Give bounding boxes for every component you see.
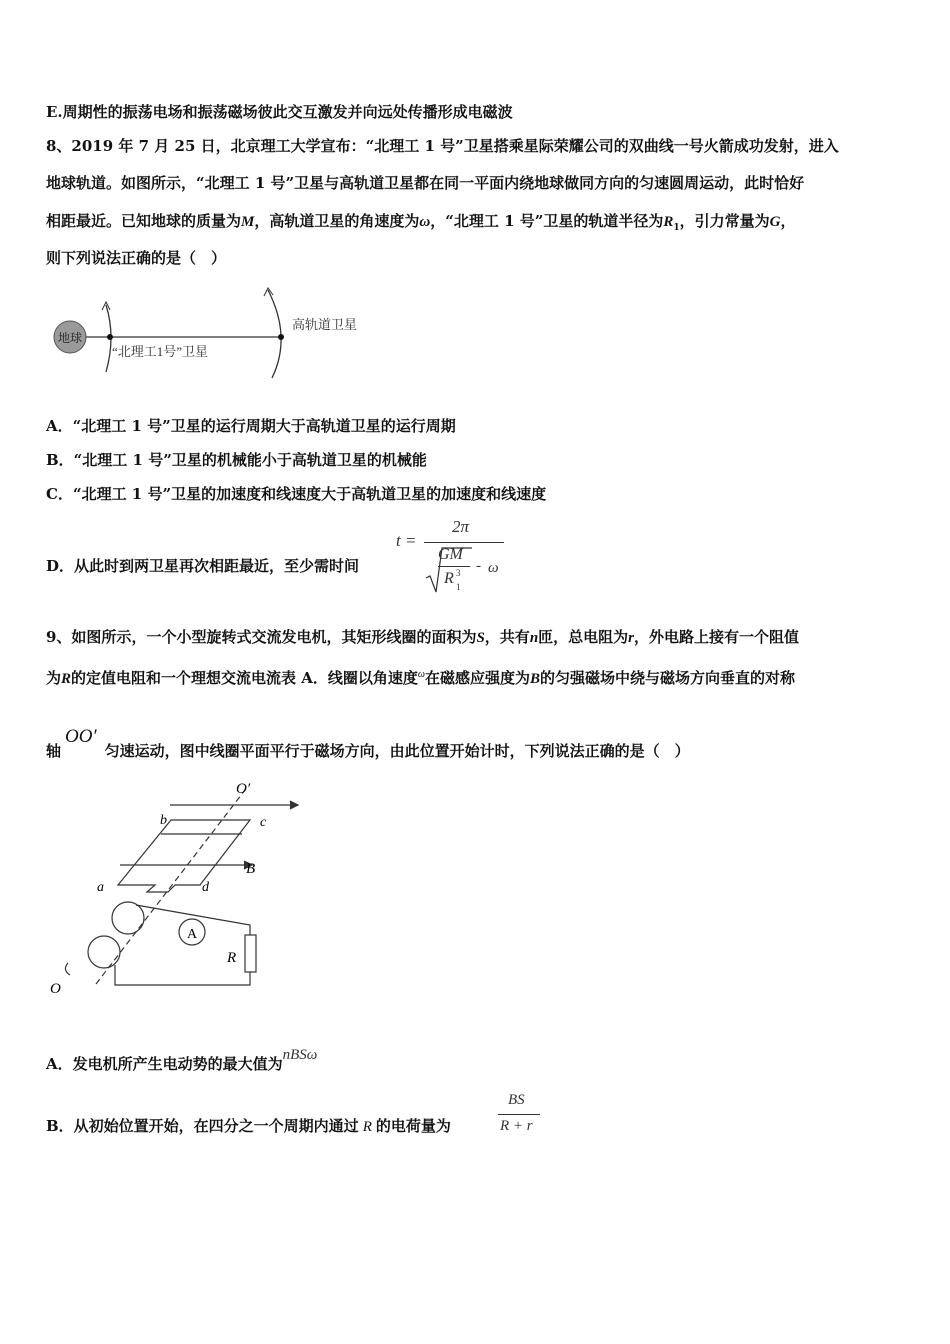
q8-line-3: 相距最近。已知地球的质量为M，高轨道卫星的角速度为ω，“北理工 1 号”卫星的轨道半径为$R_1$，引力常量为G， — [46, 212, 796, 233]
q9-line-3: 轴OO′匀速运动，图中线圈平面平行于磁场方向，由此位置开始计时，下列说法正确的是（ ） — [46, 726, 690, 760]
svg-text:R: R — [227, 950, 237, 966]
q9-option-a[interactable]: A．发电机所产生电动势的最大值为nBSω — [46, 1047, 318, 1073]
q8-line-2: 地球轨道。如图所示，“北理工 1 号”卫星与高轨道卫星都在同一平面内绕地球做同方向的匀速圆周运动，此时恰好 — [46, 174, 805, 192]
q8-option-d[interactable]: D．从此时到两卫星再次相距最近，至少需时间 — [46, 557, 360, 575]
q7-option-e: E.周期性的振荡电场和振荡磁场彼此交互激发并向远处传播形成电磁波 — [46, 103, 513, 121]
bit1-label: “北理工1号”卫星 — [112, 344, 209, 359]
q9-line-1: 9、如图所示，一个小型旋转式交流发电机，其矩形线圈的面积为S，共有n匝，总电阻为r，外电路上接有一个阻值 — [46, 628, 800, 646]
q8-option-b[interactable]: B．“北理工 1 号”卫星的机械能小于高轨道卫星的机械能 — [46, 451, 427, 469]
q8-option-a[interactable]: A．“北理工 1 号”卫星的运行周期大于高轨道卫星的运行周期 — [46, 417, 456, 435]
svg-text:b: b — [160, 813, 167, 828]
outer-orbit-arc — [268, 290, 281, 378]
svg-text:O′: O′ — [236, 781, 251, 797]
q8-option-c[interactable]: C．“北理工 1 号”卫星的加速度和线速度大于高轨道卫星的加速度和线速度 — [46, 485, 547, 503]
svg-text:a: a — [97, 880, 104, 895]
high-orbit-label: 高轨道卫星 — [292, 317, 358, 332]
satellite-1-dot — [107, 334, 113, 340]
satellite-2-dot — [278, 334, 284, 340]
svg-text:c: c — [260, 815, 267, 830]
q8-line-4: 则下列说法正确的是（ ） — [46, 249, 227, 267]
orbit-diagram — [40, 280, 400, 385]
svg-text:A: A — [187, 927, 198, 942]
svg-text:d: d — [202, 880, 209, 895]
q8-line-1: 8、2019 年 7 月 25 日，北京理工大学宣布：“北理工 1 号”卫星搭乘星际荣耀公司的双曲线一号火箭成功发射，进入 — [46, 137, 839, 155]
earth-label: 地球 — [57, 331, 83, 345]
q9-option-b[interactable]: B．从初始位置开始，在四分之一个周期内通过 R 的电荷量为 — [46, 1117, 451, 1135]
q9-line-2: 为R的定值电阻和一个理想交流电流表 A．线圈以角速度$^\omega$在磁感应强度为B的匀强磁场中绕与磁场方向垂直的对称 — [46, 669, 796, 687]
svg-text:O: O — [50, 981, 61, 997]
svg-text:B: B — [246, 861, 256, 877]
document-page: E.周期性的振荡电场和振荡磁场彼此交互激发并向远处传播形成电磁波 8、2019 年 7 月 25 日，北京理工大学宣布：“北理工 1 号”卫星搭乘星际荣耀公司的双曲线一号火箭成功发射，进入 地球轨道。如图所示，“北理工 1 号”卫星与高轨道卫星都在同一平面内绕地球做同方向的匀速圆周运动，此时恰好 相距最近。已知地球的质量为M，高轨道卫星的角速度为ω，“北理工 1 号”卫星的轨道半径为$R_1$，引力常量为G， 则下列说法正确的是（ ） 地球 高轨道卫星 “北理工1号”卫星 A．“北理工 1 号”卫星的运行周期大于高轨道卫星的运行周期 B．“北理工 1 号”卫星的机械能小于高轨道卫星的机械能 C．“北理工 1 号”卫星的加速度和线速度大于高轨道卫星的加速度和线速度 D．从此时到两卫星再次相距最近，至少需时间 t = 2π GM R 3 1 - ω 9、如图所示，一个小型旋转式交流发电机，其矩形线圈的面积为S，共有n匝，总电阻为r，外电路上接有一个阻值 为R的定值电阻和一个理想交流电流表 A．线圈以角速度$^\omega$在磁感应强度为B的匀强磁场中绕与磁场方向垂直的对称 轴OO′匀速运动，图中线圈平面平行于磁场方向，由此位置开始计时，下列说法正确的是（ ） O′ b c B a d A R O A．发电机所产生电动势的最大值为nBSω B．从初始位置开始，在四分之一个周期内通过 R 的电荷量为 BS R + r — [0, 0, 950, 1344]
coil — [118, 820, 250, 892]
generator-diagram — [40, 775, 310, 1000]
